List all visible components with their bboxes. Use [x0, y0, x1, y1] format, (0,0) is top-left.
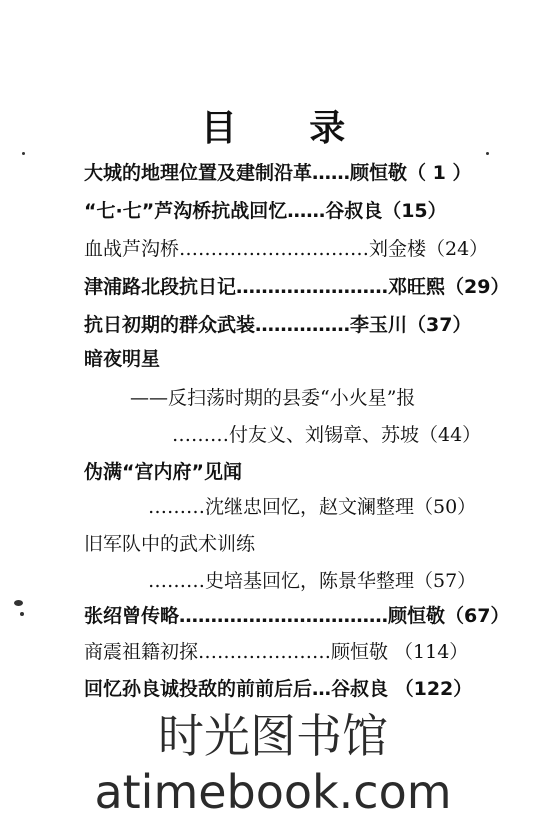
toc-entry: 大城的地理位置及建制沿革……顾恒敬（ 1 ） [84, 162, 472, 184]
toc-entry: 商震祖籍初探…………………顾恒敬 （114） [84, 641, 469, 663]
scan-speck [14, 600, 23, 606]
toc-entry-author: ………沈继忠回忆，赵文澜整理（50） [148, 496, 477, 518]
scan-speck [20, 612, 24, 616]
toc-entry: 回忆孙良诚投敌的前前后后…谷叔良 （122） [84, 678, 473, 700]
toc-entry: 抗日初期的群众武装……………李玉川（37） [84, 314, 472, 336]
toc-entry: 伪满“宫内府”见闻 [84, 461, 242, 483]
toc-entry-author: ………付友义、刘锡章、苏坡（44） [172, 424, 482, 446]
toc-entry: 旧军队中的武术训练 [84, 533, 256, 555]
toc-entry: 张绍曾传略……………………………顾恒敬（67） [84, 605, 510, 627]
watermark: 时光图书馆atimebook.com [94, 709, 452, 819]
toc-entry: 津浦路北段抗日记……………………邓旺熙（29） [84, 276, 510, 298]
page-title: 目 录 [200, 108, 376, 149]
toc-entry: 暗夜明星 [84, 348, 161, 370]
toc-entry-author: ………史培基回忆，陈景华整理（57） [148, 570, 477, 592]
toc-entry-subtitle: ——反扫荡时期的县委“小火星”报 [130, 387, 416, 409]
scan-speck [486, 152, 489, 155]
toc-entry: “七·七”芦沟桥抗战回忆……谷叔良（15） [84, 200, 447, 222]
toc-entry: 血战芦沟桥…………………………刘金楼（24） [84, 238, 489, 260]
scan-speck [22, 152, 25, 155]
